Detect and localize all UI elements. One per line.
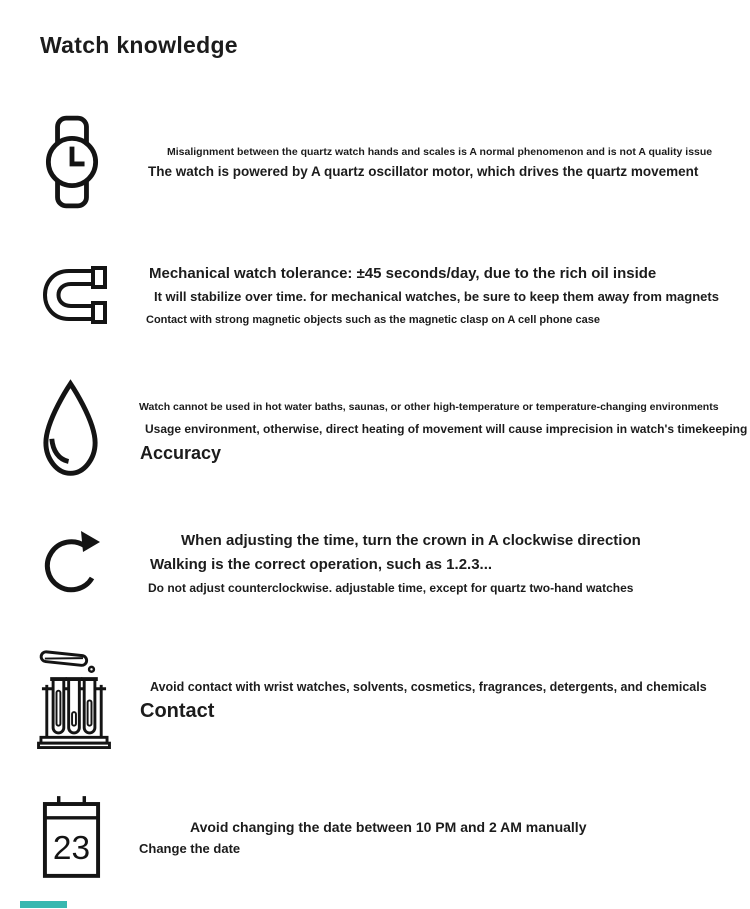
clockwise-arrow-icon (42, 522, 104, 604)
section-magnet-note: Contact with strong magnetic objects such as the magnetic clasp on A cell phone case (146, 314, 600, 326)
page-title: Watch knowledge (40, 32, 238, 58)
calendar-day-number: 23 (52, 830, 91, 868)
section-quartz-main: The watch is powered by A quartz oscillator motor, which drives the quartz movement (148, 164, 699, 179)
section-accuracy-heading: Accuracy (140, 443, 222, 463)
section-quartz-note: Misalignment between the quartz watch hands and scales is A normal phenomenon and is not A quality issue (167, 146, 713, 158)
wristwatch-icon (45, 114, 99, 210)
section-accuracy-note: Watch cannot be used in hot water baths, saunas, or other high-temperature or temperature-changing environments (139, 401, 719, 413)
section-magnet-main: Mechanical watch tolerance: ±45 seconds/day, due to the rich oil inside (149, 265, 657, 282)
section-contact-heading: Contact (140, 700, 215, 722)
section-magnet-sub: It will stabilize over time. for mechanical watches, be sure to keep them away from magnets (154, 289, 719, 304)
section-crown-sub: Walking is the correct operation, such as 1.2.3... (150, 556, 493, 573)
section-accuracy-sub: Usage environment, otherwise, direct heating of movement will cause imprecision in watch's timekeeping (145, 422, 748, 436)
section-date-sub: Change the date (139, 841, 241, 856)
section-date-main: Avoid changing the date between 10 PM and 2 AM manually (190, 819, 587, 835)
teal-accent-bar (20, 901, 67, 908)
magnet-icon (41, 266, 107, 324)
test-tubes-icon (37, 646, 111, 749)
section-crown-note: Do not adjust counterclockwise. adjustable time, except for quartz two-hand watches (148, 581, 634, 595)
calendar-icon (40, 792, 103, 881)
section-crown-main: When adjusting the time, turn the crown in A clockwise direction (181, 532, 641, 549)
water-drop-icon (38, 379, 103, 479)
section-contact-note: Avoid contact with wrist watches, solvents, cosmetics, fragrances, detergents, and chemicals (150, 680, 707, 694)
